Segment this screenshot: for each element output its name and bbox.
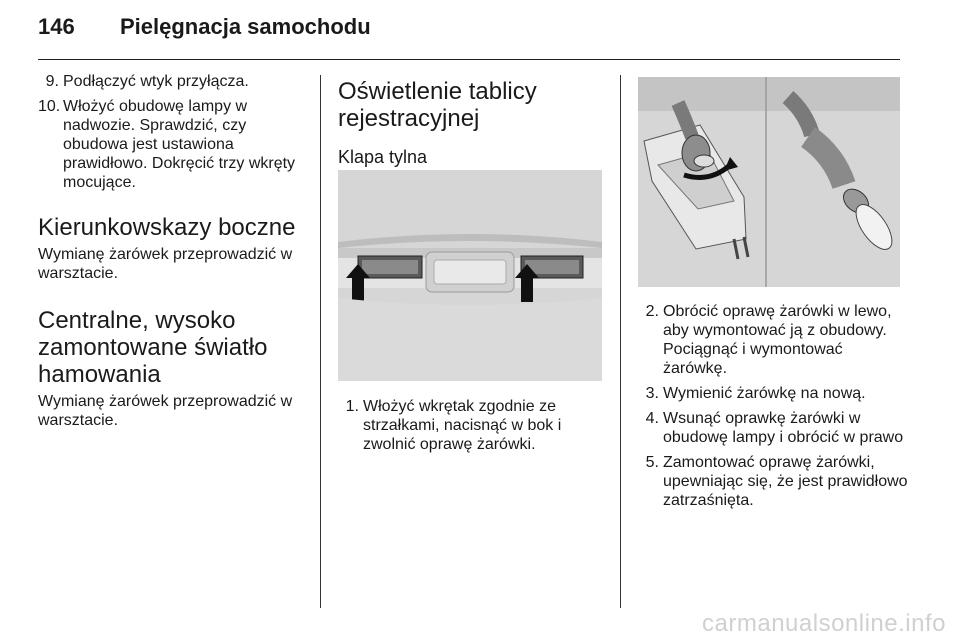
page-title: Pielęgnacja samochodu xyxy=(120,14,371,39)
column-3-steps xyxy=(638,302,908,516)
tailgate-illustration xyxy=(338,170,602,381)
bulb-holder-drawing xyxy=(638,77,900,287)
section-heading-plate-light: Oświetlenie tablicy rejestracyjnej xyxy=(338,78,537,132)
column-divider-2 xyxy=(620,75,621,608)
step-text: Wsunąć oprawkę żarówki w obudowę lampy i obrócić w prawo xyxy=(663,410,904,446)
tailgate-drawing xyxy=(338,170,602,381)
column-2 xyxy=(338,78,602,168)
step-item xyxy=(638,384,908,403)
step-item xyxy=(38,72,308,91)
watermark: carmanualsonline.info xyxy=(702,610,946,637)
step-text: Zamontować oprawę żarówki, upewniając się, że jest prawidłowo zatrzaśnięta. xyxy=(663,454,908,509)
left-panel xyxy=(644,103,748,259)
subheading-tailgate: Klapa tylna xyxy=(338,147,428,167)
section-body: Wymianę żarówek przeprowadzić w warsztacie. xyxy=(38,246,293,282)
step-number: 9. xyxy=(45,73,59,90)
step-number: 1. xyxy=(345,398,359,415)
step-text: Podłączyć wtyk przyłącza. xyxy=(63,73,249,90)
step-number: 5. xyxy=(645,454,659,471)
step-number: 10. xyxy=(38,98,61,115)
section-heading-side-indicators: Kierunkowskazy boczne xyxy=(38,214,296,241)
section-heading-brake-light: Centralne, wysoko zamontowane światło hamowania xyxy=(38,307,268,388)
steps-list xyxy=(338,397,602,454)
step-item xyxy=(638,409,908,447)
section-body: Wymianę żarówek przeprowadzić w warsztacie. xyxy=(38,393,293,429)
steps-list xyxy=(38,72,308,192)
steps-list xyxy=(638,302,908,510)
column-1 xyxy=(38,72,308,430)
step-item xyxy=(338,397,602,454)
step-number: 3. xyxy=(645,385,659,402)
step-item xyxy=(38,97,308,192)
header-divider xyxy=(38,59,900,60)
column-2-steps xyxy=(338,397,602,460)
step-text: Wymienić żarówkę na nową. xyxy=(663,385,866,402)
step-number: 4. xyxy=(645,410,659,427)
step-item xyxy=(638,453,908,510)
step-number: 2. xyxy=(645,303,659,320)
right-panel xyxy=(788,97,899,255)
step-text: Włożyć obudowę lampy w nadwozie. Sprawdzić, czy obudowa jest ustawiona prawidłowo. Dokręcić trzy wkręty mocujące. xyxy=(63,98,296,191)
bulb-holder-illustration xyxy=(638,77,900,287)
step-text: Włożyć wkrętak zgodnie ze strzałkami, nacisnąć w bok i zwolnić oprawę żarówki. xyxy=(363,398,562,453)
column-divider-1 xyxy=(320,75,321,608)
page-number: 146 xyxy=(38,14,75,39)
step-item xyxy=(638,302,908,378)
step-text: Obrócić oprawę żarówki w lewo, aby wymontować ją z obudowy. Pociągnąć i wymontować żarówkę. xyxy=(663,303,892,377)
